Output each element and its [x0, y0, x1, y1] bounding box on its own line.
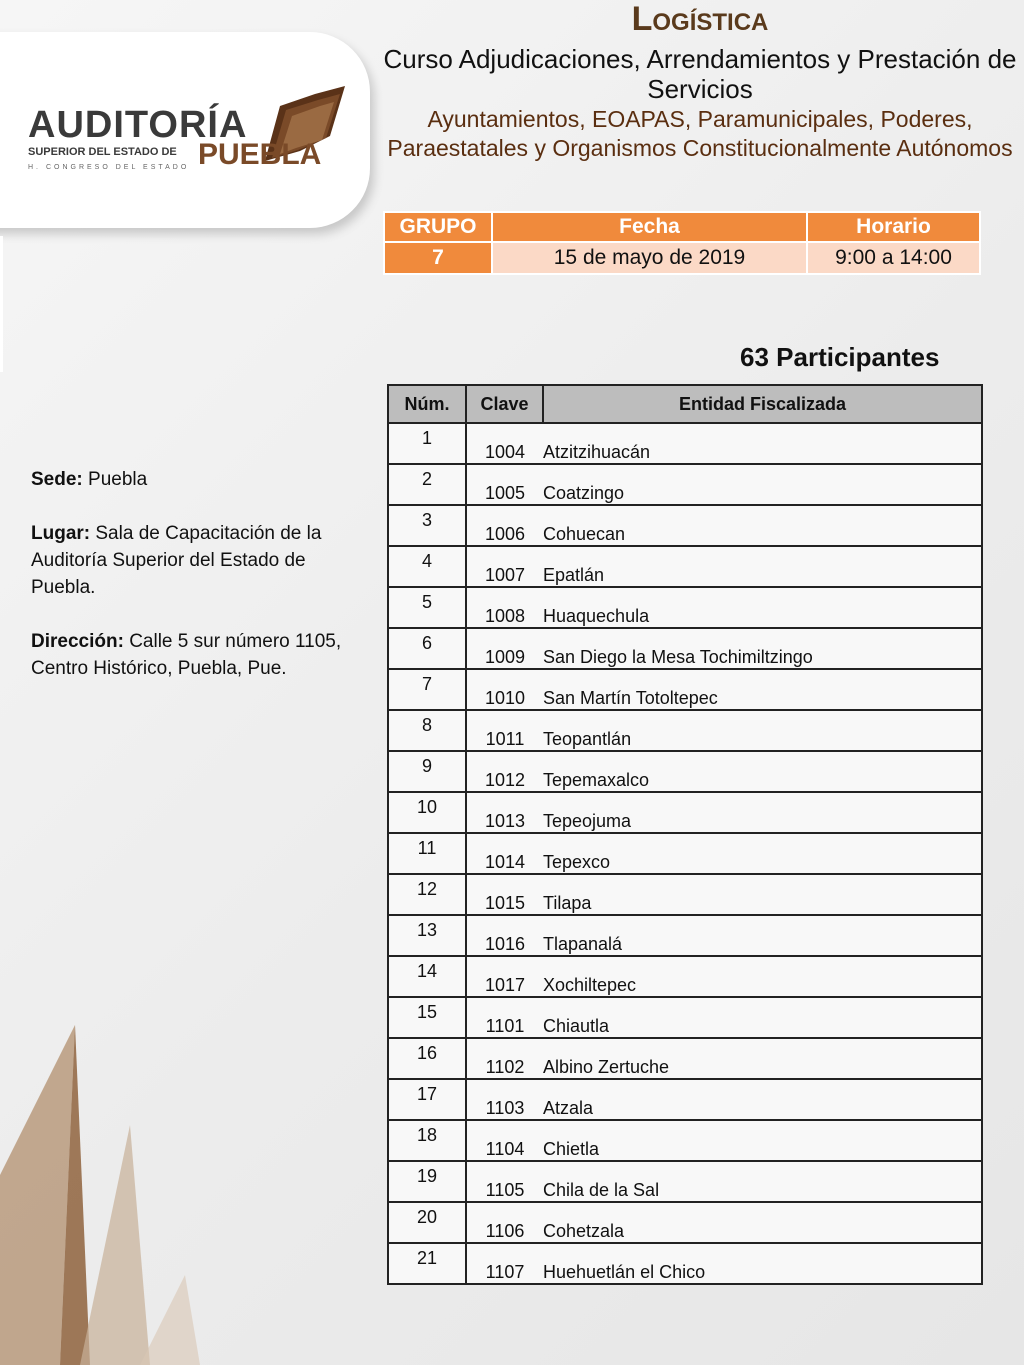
row-entidad: Albino Zertuche: [543, 1038, 982, 1079]
row-num: 5: [388, 587, 466, 628]
row-num: 8: [388, 710, 466, 751]
row-clave: 1004: [466, 423, 543, 464]
row-clave: 1102: [466, 1038, 543, 1079]
row-clave: 1008: [466, 587, 543, 628]
row-num: 15: [388, 997, 466, 1038]
row-clave: 1006: [466, 505, 543, 546]
table-row: [388, 710, 982, 751]
row-clave: 1014: [466, 833, 543, 874]
row-num: 4: [388, 546, 466, 587]
row-num: 7: [388, 669, 466, 710]
table-row: [388, 751, 982, 792]
row-num: 10: [388, 792, 466, 833]
sede-value: Puebla: [82, 469, 148, 490]
table-row: [388, 587, 982, 628]
row-clave: 1015: [466, 874, 543, 915]
row-num: 19: [388, 1161, 466, 1202]
sede-label: Sede:: [31, 469, 83, 490]
schedule-time: 9:00 a 14:00: [807, 242, 980, 274]
row-num: 14: [388, 956, 466, 997]
row-clave: 1012: [466, 751, 543, 792]
direccion-line: [31, 628, 371, 682]
row-entidad: Tlapanalá: [543, 915, 982, 956]
row-clave: 1011: [466, 710, 543, 751]
table-row: [388, 546, 982, 587]
row-num: 6: [388, 628, 466, 669]
row-clave: 1107: [466, 1243, 543, 1284]
direccion-label: Dirección:: [31, 631, 124, 652]
table-row: [388, 628, 982, 669]
direccion-value: Calle 5 sur número 1105, Centro Histórico, Puebla, Pue.: [31, 631, 342, 679]
schedule-group: 7: [384, 242, 492, 274]
table-row: [388, 1243, 982, 1284]
row-num: 13: [388, 915, 466, 956]
row-clave: 1106: [466, 1202, 543, 1243]
row-clave: 1005: [466, 464, 543, 505]
row-clave: 1105: [466, 1161, 543, 1202]
entity-table: [387, 384, 983, 1285]
row-num: 2: [388, 464, 466, 505]
table-row: [388, 833, 982, 874]
row-entidad: Chiautla: [543, 997, 982, 1038]
table-row: [388, 915, 982, 956]
table-row: [388, 874, 982, 915]
row-entidad: Atzitzihuacán: [543, 423, 982, 464]
schedule-date: 15 de mayo de 2019: [492, 242, 807, 274]
row-entidad: Tepexco: [543, 833, 982, 874]
audience-subtitle: Ayuntamientos, EOAPAS, Paramunicipales, Poderes, Paraestatales y Organismos Constitucionalmente Autónomos: [387, 106, 1013, 161]
row-entidad: Xochiltepec: [543, 956, 982, 997]
row-num: 17: [388, 1079, 466, 1120]
row-entidad: Cohetzala: [543, 1202, 982, 1243]
table-row: [388, 464, 982, 505]
row-num: 9: [388, 751, 466, 792]
lugar-line: [31, 520, 371, 601]
table-row: [388, 792, 982, 833]
table-row: [388, 423, 982, 464]
header-entidad: Entidad Fiscalizada: [543, 385, 982, 423]
row-entidad: Epatlán: [543, 546, 982, 587]
table-row: [388, 997, 982, 1038]
row-entidad: Huehuetlán el Chico: [543, 1243, 982, 1284]
row-entidad: Tepeojuma: [543, 792, 982, 833]
row-num: 21: [388, 1243, 466, 1284]
logo-auditoria-text: AUDITORÍA: [28, 104, 248, 146]
table-row: [388, 1079, 982, 1120]
lugar-value: Sala de Capacitación de la Auditoría Superior del Estado de Puebla.: [31, 523, 322, 598]
venue-info: [31, 466, 371, 709]
lugar-label: Lugar:: [31, 523, 91, 544]
schedule-header-grupo: GRUPO: [384, 212, 492, 242]
row-num: 3: [388, 505, 466, 546]
table-row: [388, 956, 982, 997]
table-row: [388, 505, 982, 546]
row-clave: 1103: [466, 1079, 543, 1120]
row-num: 18: [388, 1120, 466, 1161]
row-entidad: San Diego la Mesa Tochimiltzingo: [543, 628, 982, 669]
row-clave: 1013: [466, 792, 543, 833]
header-clave: Clave: [466, 385, 543, 423]
left-strip: [0, 236, 3, 372]
sede-line: [31, 466, 371, 493]
row-clave: 1104: [466, 1120, 543, 1161]
row-entidad: Chietla: [543, 1120, 982, 1161]
logo-superior-text: SUPERIOR DEL ESTADO DE: [28, 146, 177, 158]
header-num: Núm.: [388, 385, 466, 423]
table-row: [388, 1038, 982, 1079]
schedule-header-fecha: Fecha: [492, 212, 807, 242]
row-entidad: Chila de la Sal: [543, 1161, 982, 1202]
decorative-wedges: [0, 1025, 200, 1365]
row-entidad: Tepemaxalco: [543, 751, 982, 792]
row-entidad: Huaquechula: [543, 587, 982, 628]
table-row: [388, 1120, 982, 1161]
row-entidad: Atzala: [543, 1079, 982, 1120]
row-clave: 1009: [466, 628, 543, 669]
row-clave: 1007: [466, 546, 543, 587]
row-entidad: San Martín Totoltepec: [543, 669, 982, 710]
row-num: 16: [388, 1038, 466, 1079]
row-num: 12: [388, 874, 466, 915]
row-entidad: Tilapa: [543, 874, 982, 915]
participants-count: 63 Participantes: [740, 342, 940, 372]
row-clave: 1010: [466, 669, 543, 710]
schedule-header-horario: Horario: [807, 212, 980, 242]
row-num: 1: [388, 423, 466, 464]
table-row: [388, 669, 982, 710]
row-num: 11: [388, 833, 466, 874]
row-clave: 1101: [466, 997, 543, 1038]
page-title: Logística: [631, 0, 769, 38]
row-entidad: Coatzingo: [543, 464, 982, 505]
schedule-table: [383, 211, 981, 275]
auditoria-logo: [28, 86, 328, 186]
row-num: 20: [388, 1202, 466, 1243]
row-clave: 1016: [466, 915, 543, 956]
row-clave: 1017: [466, 956, 543, 997]
course-title: Curso Adjudicaciones, Arrendamientos y Prestación de Servicios: [383, 44, 1017, 104]
table-row: [388, 1161, 982, 1202]
logo-puebla-text: PUEBLA: [198, 138, 322, 171]
row-entidad: Teopantlán: [543, 710, 982, 751]
table-row: [388, 1202, 982, 1243]
logo-congreso-text: H. CONGRESO DEL ESTADO: [28, 164, 190, 171]
row-entidad: Cohuecan: [543, 505, 982, 546]
